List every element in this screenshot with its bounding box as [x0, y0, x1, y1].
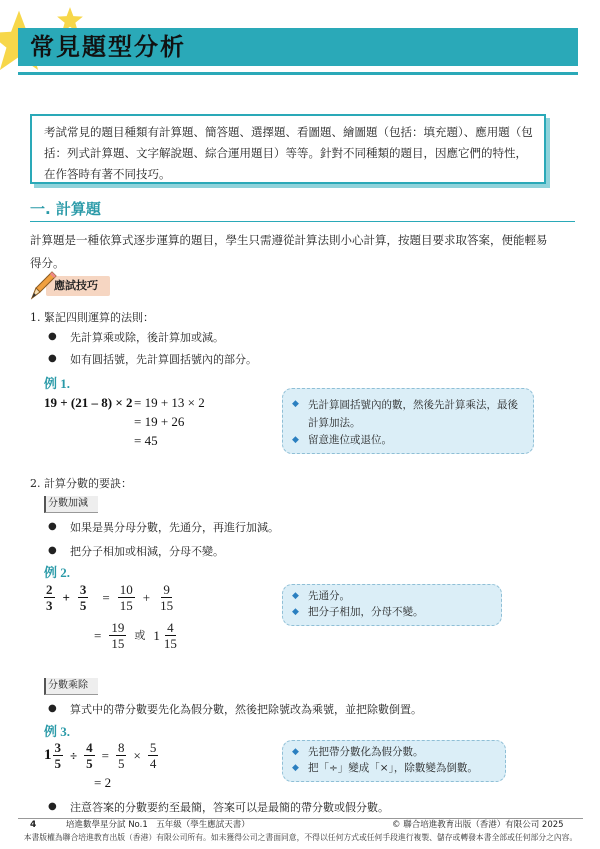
fraction: $\frac{3}{5}$: [79, 582, 87, 613]
rule3-bullet-1: 算式中的帶分數要先化為假分數，然後把除號改為乘號，並把除數倒置。: [70, 703, 422, 716]
diamond-bullet-icon: ◆: [292, 399, 299, 409]
example3-result: = 2: [94, 775, 112, 790]
diamond-bullet-icon: ◆: [292, 435, 299, 445]
example1-step-1: = 19 + 13 × 2: [134, 395, 205, 410]
section-description: 計算題是一種依算式逐步運算的題目，學生只需遵從計算法則小心計算，按題目要求取答案，便能輕易得分。: [30, 233, 548, 270]
fraction: $\frac{4}{5}$: [86, 740, 93, 771]
fraction: $\frac{10}{15}$: [119, 582, 133, 613]
fraction: $\frac{8}{5}$: [117, 740, 125, 771]
diamond-bullet-icon: ◆: [292, 763, 299, 773]
diamond-bullet-icon: ◆: [292, 747, 299, 757]
example2-note-2: 把分子相加，分母不變。: [308, 606, 424, 618]
fraction: $\frac{19}{15}$: [111, 620, 125, 651]
rule1-title: 1. 緊記四則運算的法則：: [30, 311, 154, 324]
fraction: $\frac{4}{15}$: [163, 620, 177, 651]
fraction: $\frac{3}{5}$: [54, 740, 61, 771]
diamond-bullet-icon: ◆: [292, 607, 299, 617]
example1-step-2: = 19 + 26: [134, 414, 185, 429]
title-underline: [18, 72, 578, 75]
fraction: $\frac{5}{4}$: [149, 740, 157, 771]
copyright: © 聯合培進教育出版（香港）有限公司 2025: [392, 820, 564, 830]
bullet-dot: ●: [48, 353, 57, 364]
rule2-bullet-2: 把分子相加或相減，分母不變。: [70, 545, 224, 558]
fraction: $\frac{9}{15}$: [160, 582, 174, 613]
bullet-dot: ●: [48, 545, 57, 556]
section-heading: 一. 計算題: [30, 200, 101, 218]
example3-label: 例 3.: [44, 724, 71, 739]
copyright-notice: 本書版權為聯合培進教育出版（香港）有限公司所有。如未獲得公司之書面同意，不得以任何方式或任何手段進行複製、儲存或轉發本書全部或任何部分之內容。: [23, 833, 578, 842]
bullet-dot: ●: [48, 703, 57, 714]
bullet-dot: ●: [48, 521, 57, 532]
page-number: 4: [30, 820, 37, 830]
exam-tips-label: 應試技巧: [54, 279, 98, 292]
bullet-dot: ●: [48, 801, 57, 812]
example1-label: 例 1.: [44, 376, 71, 391]
fraction: $\frac{2}{3}$: [46, 582, 53, 613]
fraction-multiply-divide-tag: 分數乘除: [48, 680, 88, 691]
example2-line-1: $\frac{2}{3}$ + $\frac{3}{5}$ = $\frac{10}{15}$ + $\frac{9}{15}$: [46, 582, 174, 613]
example1-step-3: = 45: [134, 433, 158, 448]
book-title: 培進數學星分試 No.1 五年級（學生應試天書）: [66, 820, 250, 830]
rule2-bullet-1: 如果是異分母分數，先通分，再進行加減。: [70, 521, 279, 534]
rule1-bullet-1: 先計算乘或除，後計算加或減。: [70, 331, 224, 344]
example2-line-2: = $\frac{19}{15}$ 或 1 $\frac{4}{15}$: [94, 620, 177, 651]
example2-label: 例 2.: [44, 565, 71, 580]
example3-note-1: 先把帶分數化為假分數。: [308, 746, 424, 758]
example1-expression: 19 + (21 – 8) × 2: [44, 395, 133, 410]
example1-note-2: 留意進位或退位。: [308, 434, 392, 446]
intro-text: 考試常見的題目種類有計算題、簡答題、選擇題、看圖題、繪圖題（包括：填充題）、應用題（包括：列式計算題、文字解說題、綜合運用題目）等等。針對不同種類的題目，因應它們的特性，在作答時有著不同技巧。: [44, 125, 533, 181]
section-rule: [30, 221, 575, 222]
example3-note-2: 把「÷」變成「×」，除數變為倒數。: [308, 762, 478, 774]
page-title: 常見題型分析: [30, 33, 186, 61]
fraction-add-subtract-tag: 分數加減: [48, 498, 88, 509]
bullet-dot: ●: [48, 331, 57, 342]
example3-line-1: 1 $\frac{3}{5}$ ÷ $\frac{4}{5}$ = $\frac{8}{5}$ × $\frac{5}{4}$: [44, 740, 157, 771]
example1-note-1: 先計算圓括號內的數，然後先計算乘法，最後計算加法。: [308, 399, 518, 429]
diamond-bullet-icon: ◆: [292, 591, 299, 601]
example2-note-1: 先通分。: [308, 590, 350, 602]
final-bullet: 注意答案的分數要約至最簡，答案可以是最簡的帶分數或假分數。: [70, 801, 389, 814]
rule2-title: 2. 計算分數的要訣：: [30, 477, 132, 490]
rule1-bullet-2: 如有圓括號，先計算圓括號內的部分。: [70, 353, 257, 366]
